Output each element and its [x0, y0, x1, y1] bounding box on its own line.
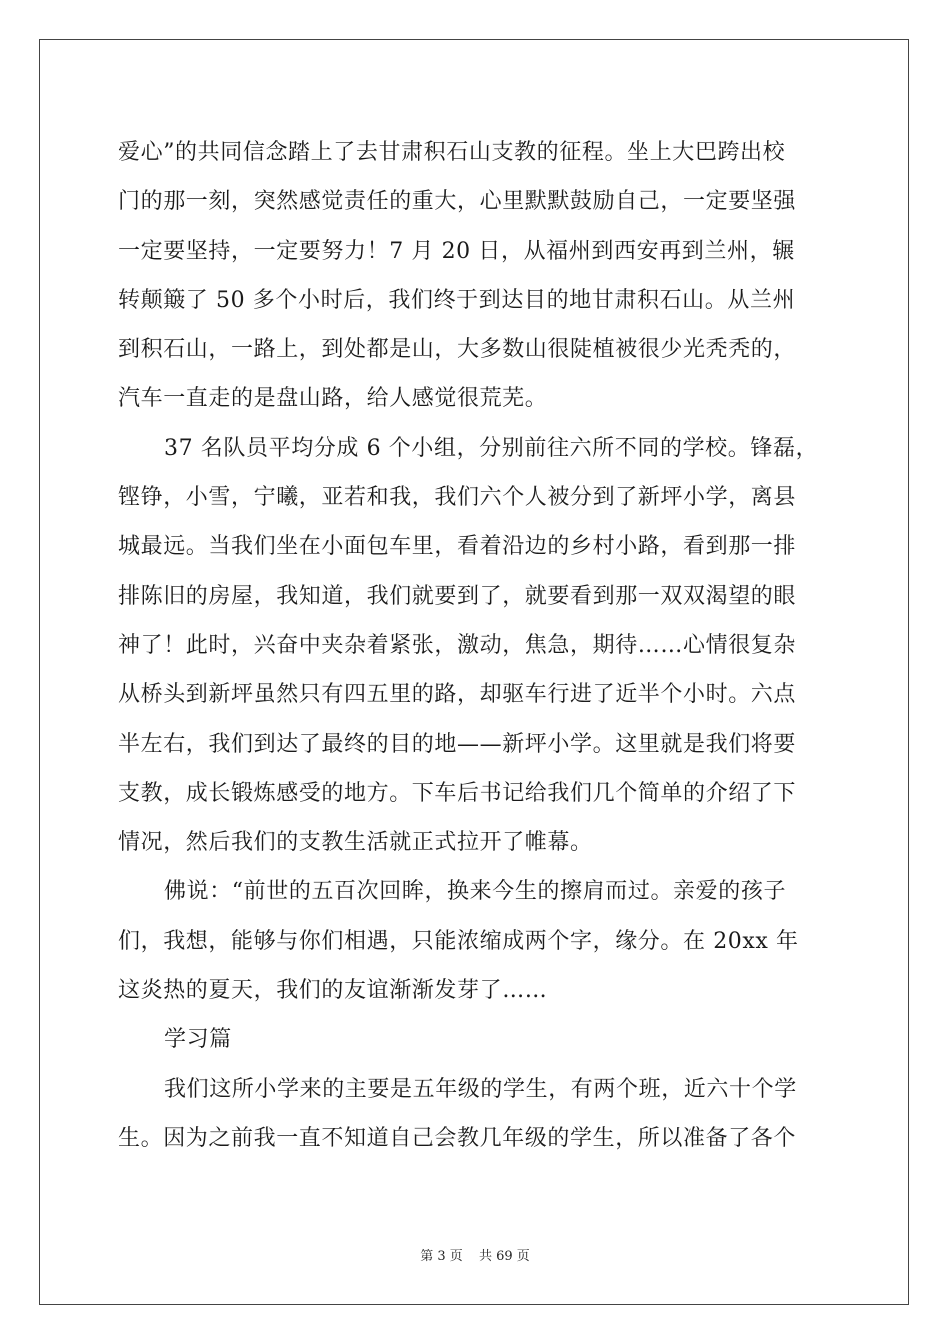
text-line: 这炎热的夏天，我们的友谊渐渐发芽了…… — [118, 978, 548, 1004]
text-line: 到积石山，一路上，到处都是山，大多数山很陡植被很少光秃秃的， — [118, 337, 797, 363]
text-line: 转颠簸了 50 多个小时后，我们终于到达目的地甘肃积石山。从兰州 — [118, 287, 796, 313]
page-total: 共 69 页 — [478, 1249, 530, 1264]
text-line: 生。因为之前我一直不知道自己会教几年级的学生，所以准备了各个 — [118, 1125, 797, 1151]
text-line: 汽车一直走的是盘山路，给人感觉很荒芜。 — [118, 386, 548, 412]
text-line: 排陈旧的房屋，我知道，我们就要到了，就要看到那一双双渴望的眼 — [118, 583, 797, 609]
text-line: 铿铮，小雪，宁曦，亚若和我，我们六个人被分到了新坪小学，离县 — [118, 485, 797, 511]
page-number: 第 3 页 — [420, 1249, 463, 1264]
text-line: 情况，然后我们的支教生活就正式拉开了帷幕。 — [118, 830, 593, 856]
text-line: 半左右，我们到达了最终的目的地——新坪小学。这里就是我们将要 — [118, 731, 797, 757]
text-line: 门的那一刻，突然感觉责任的重大，心里默默鼓励自己，一定要坚强 — [118, 189, 797, 215]
text-line: 从桥头到新坪虽然只有四五里的路，却驱车行进了近半个小时。六点 — [118, 682, 797, 708]
page-footer — [0, 1245, 950, 1264]
text-line: 学习篇 — [164, 1027, 232, 1053]
text-line: 一定要坚持，一定要努力！7 月 20 日，从福州到西安再到兰州，辗 — [118, 238, 795, 264]
text-line: 佛说：“前世的五百次回眸，换来今生的擦肩而过。亲爱的孩子 — [164, 879, 787, 905]
text-line: 城最远。当我们坐在小面包车里，看着沿边的乡村小路，看到那一排 — [118, 534, 797, 560]
text-line: 爱心”的共同信念踏上了去甘肃积石山支教的征程。坐上大巴跨出校 — [118, 140, 786, 165]
text-line: 们，我想，能够与你们相遇，只能浓缩成两个字，缘分。在 20xx 年 — [118, 928, 799, 954]
text-line: 支教，成长锻炼感受的地方。下车后书记给我们几个简单的介绍了下 — [118, 780, 797, 806]
document-body — [118, 128, 836, 1163]
text-line: 37 名队员平均分成 6 个小组，分别前往六所不同的学校。锋磊， — [164, 435, 819, 461]
text-line: 我们这所小学来的主要是五年级的学生，有两个班，近六十个学 — [164, 1076, 797, 1102]
text-line: 神了！此时，兴奋中夹杂着紧张，激动，焦急，期待……心情很复杂 — [118, 632, 797, 658]
